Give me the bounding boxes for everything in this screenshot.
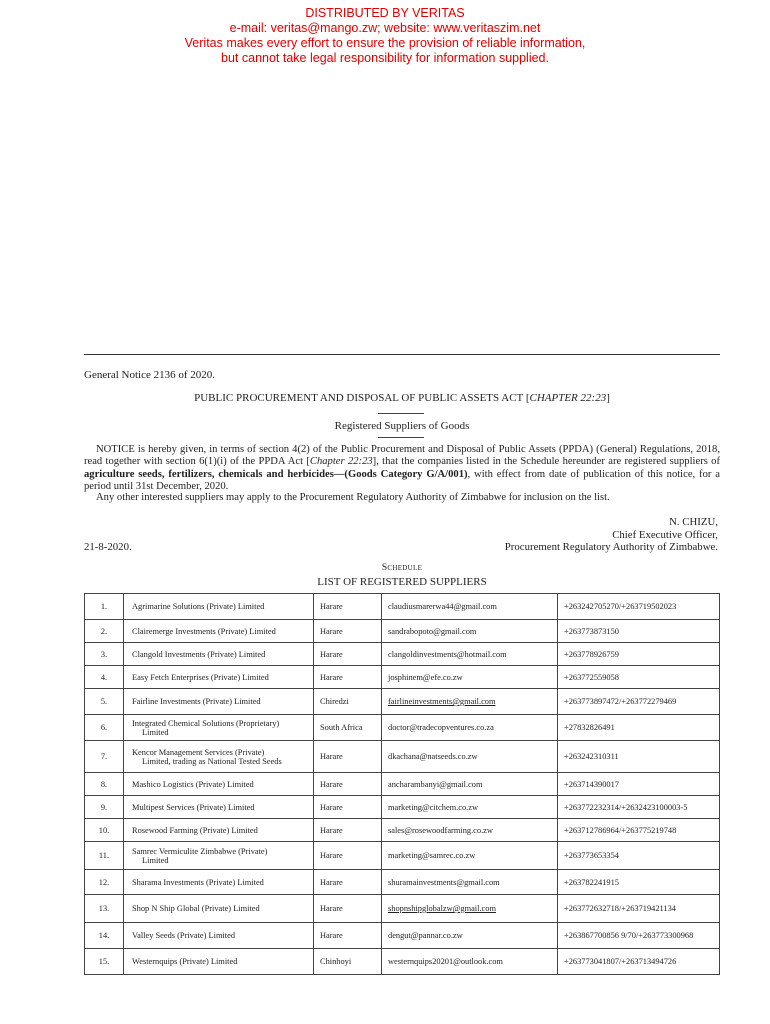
supplier-number: 8. [85, 773, 124, 796]
supplier-name-cont: Limited, trading as National Tested Seeds [142, 756, 282, 766]
supplier-row [85, 796, 720, 819]
supplier-row [85, 819, 720, 842]
supplier-number: 15. [85, 949, 124, 975]
supplier-city: Harare [314, 923, 382, 949]
supplier-name: Samrec Vermiculite Zimbabwe (Private) [132, 846, 268, 856]
supplier-number: 2. [85, 620, 124, 643]
supplier-name: Sharama Investments (Private) Limited [132, 877, 264, 887]
notice-subtitle: Registered Suppliers of Goods [334, 420, 470, 432]
supplier-email: claudiusmarerwa44@gmail.com [382, 594, 558, 620]
signatory-org: Procurement Regulatory Authority of Zimbabwe. [504, 541, 718, 554]
supplier-email: doctor@tradecopventures.co.za [382, 715, 558, 741]
supplier-name-cell [124, 773, 314, 796]
supplier-phone: +263773897472/+263772279469 [558, 689, 720, 715]
supplier-phone: +263778926759 [558, 643, 720, 666]
supplier-number: 7. [85, 741, 124, 773]
supplier-row [85, 842, 720, 870]
supplier-name: Shop N Ship Global (Private) Limited [132, 904, 260, 913]
supplier-phone: +263773873150 [558, 620, 720, 643]
supplier-name-cell [124, 923, 314, 949]
banner-line-4: but cannot take legal responsibility for information supplied. [221, 51, 549, 65]
supplier-name-cont: Limited [142, 855, 169, 865]
supplier-email: fairlineinvestments@gmail.com [382, 689, 558, 715]
signatory-name: N. CHIZU, [669, 516, 718, 528]
supplier-email: shopnshipglobalzw@gmail.com [382, 895, 558, 923]
supplier-city: Harare [314, 895, 382, 923]
supplier-name: Multipest Services (Private) Limited [132, 802, 255, 812]
supplier-city: Harare [314, 870, 382, 895]
supplier-city: Harare [314, 819, 382, 842]
supplier-row [85, 643, 720, 666]
supplier-email: sales@rosewoodfarming.co.zw [382, 819, 558, 842]
supplier-city: Harare [314, 741, 382, 773]
supplier-city: Harare [314, 620, 382, 643]
supplier-city: Harare [314, 594, 382, 620]
supplier-phone: +263242310311 [558, 741, 720, 773]
supplier-email: josphinem@efe.co.zw [382, 666, 558, 689]
supplier-name-cell [124, 819, 314, 842]
supplier-name: Integrated Chemical Solutions (Proprietary) [132, 718, 280, 728]
supplier-name: Kencor Management Services (Private) [132, 747, 265, 757]
supplier-city: Harare [314, 842, 382, 870]
supplier-name: Rosewood Farming (Private) Limited [132, 825, 258, 835]
notice-date: 21-8-2020. [84, 541, 132, 553]
supplier-name: Clairemerge Investments (Private) Limited [132, 626, 276, 636]
supplier-number: 4. [85, 666, 124, 689]
supplier-phone: +263772559058 [558, 666, 720, 689]
top-rule [84, 354, 720, 355]
supplier-row [85, 689, 720, 715]
supplier-number: 12. [85, 870, 124, 895]
supplier-name: Valley Seeds (Private) Limited [132, 931, 236, 940]
supplier-email: shuramainvestments@gmail.com [382, 870, 558, 895]
para1-b: ], that the companies listed in the Schedule hereunder are registered suppliers of [372, 456, 720, 468]
para1-a: NOTICE is hereby given, in terms of section 4(2) of the Public Procurement and Disposal of Public Assets (PPDA) (General) Regulations, 2018, read together with section 6(1)(i) of the PPDA Act [ [84, 444, 720, 468]
supplier-name-cont: Limited [142, 727, 169, 737]
supplier-name: Westernquips (Private) Limited [132, 957, 238, 966]
supplier-number: 6. [85, 715, 124, 741]
supplier-row [85, 594, 720, 620]
supplier-name: Mashico Logistics (Private) Limited [132, 779, 254, 789]
supplier-name-cell [124, 796, 314, 819]
supplier-name: Agrimarine Solutions (Private) Limited [132, 602, 265, 611]
list-title: LIST OF REGISTERED SUPPLIERS [317, 576, 487, 588]
schedule-label: Schedule [381, 563, 423, 573]
supplier-phone: +263773653354 [558, 842, 720, 870]
short-rule-1 [378, 413, 424, 414]
supplier-phone: +27832826491 [558, 715, 720, 741]
supplier-city: Harare [314, 796, 382, 819]
supplier-name-cell [124, 895, 314, 923]
suppliers-table [84, 593, 720, 975]
supplier-phone: +263242705270/+263719502023 [558, 594, 720, 620]
supplier-number: 11. [85, 842, 124, 870]
supplier-number: 5. [85, 689, 124, 715]
supplier-email: dkachana@natseeds.co.zw [382, 741, 558, 773]
application-paragraph: Any other interested suppliers may apply to the Procurement Regulatory Authority of Zimbabwe for inclusion on the list. [96, 492, 610, 503]
supplier-city: Harare [314, 643, 382, 666]
short-rule-2 [378, 437, 424, 438]
supplier-row [85, 666, 720, 689]
veritas-banner [0, 6, 770, 66]
supplier-email: sandrabopoto@gmail.com [382, 620, 558, 643]
supplier-row [85, 923, 720, 949]
act-title [84, 392, 720, 404]
supplier-email: marketing@citchem.co.zw [382, 796, 558, 819]
notice-paragraph [84, 444, 720, 494]
supplier-name: Clangold Investments (Private) Limited [132, 649, 266, 659]
suppliers-table-body [85, 594, 720, 975]
act-suffix: ] [606, 392, 610, 404]
supplier-number: 3. [85, 643, 124, 666]
supplier-name: Fairline Investments (Private) Limited [132, 697, 261, 706]
signature-block [505, 516, 718, 554]
supplier-phone: +263782241915 [558, 870, 720, 895]
supplier-number: 1. [85, 594, 124, 620]
supplier-city: Harare [314, 773, 382, 796]
act-prefix: PUBLIC PROCUREMENT AND DISPOSAL OF PUBLIC ASSETS ACT [ [194, 392, 530, 404]
supplier-phone: +263772232314/+2632423100003-5 [558, 796, 720, 819]
supplier-name-cell [124, 666, 314, 689]
supplier-phone: +263712786964/+263775219748 [558, 819, 720, 842]
notice-number: General Notice 2136 of 2020. [84, 369, 216, 381]
para1-chapter: Chapter 22:23 [309, 456, 373, 468]
supplier-city: Chinhoyi [314, 949, 382, 975]
supplier-phone: +263714390017 [558, 773, 720, 796]
supplier-number: 13. [85, 895, 124, 923]
supplier-email: westernquips20201@outlook.com [382, 949, 558, 975]
supplier-number: 14. [85, 923, 124, 949]
signatory-title: Chief Executive Officer, [612, 528, 718, 541]
supplier-name-cell [124, 594, 314, 620]
supplier-name-cell [124, 741, 314, 773]
supplier-email: clangoldinvestments@hotmail.com [382, 643, 558, 666]
supplier-name-cell [124, 620, 314, 643]
supplier-phone: +263867700856 9/70/+263773300968 [558, 923, 720, 949]
supplier-city: Chiredzi [314, 689, 382, 715]
banner-line-2: e-mail: veritas@mango.zw; website: www.veritaszim.net [229, 21, 541, 35]
supplier-name-cell [124, 689, 314, 715]
supplier-name-cell [124, 842, 314, 870]
supplier-name-cell [124, 643, 314, 666]
supplier-city: South Africa [314, 715, 382, 741]
supplier-phone: +263773041807/+263713494726 [558, 949, 720, 975]
supplier-row [85, 895, 720, 923]
act-chapter: CHAPTER 22:23 [529, 392, 607, 404]
supplier-number: 10. [85, 819, 124, 842]
supplier-row [85, 741, 720, 773]
supplier-email: dengut@pannar.co.zw [382, 923, 558, 949]
supplier-name-cell [124, 715, 314, 741]
supplier-row [85, 949, 720, 975]
banner-line-1: DISTRIBUTED BY VERITAS [305, 6, 465, 20]
supplier-number: 9. [85, 796, 124, 819]
supplier-phone: +263772632718/+263719421134 [558, 895, 720, 923]
supplier-email: ancharambanyi@gmail.com [382, 773, 558, 796]
supplier-name-cell [124, 949, 314, 975]
supplier-row [85, 715, 720, 741]
supplier-email: marketing@samrec.co.zw [382, 842, 558, 870]
supplier-name: Easy Fetch Enterprises (Private) Limited [132, 672, 269, 682]
supplier-city: Harare [314, 666, 382, 689]
supplier-name-cell [124, 870, 314, 895]
supplier-row [85, 620, 720, 643]
goods-category: agriculture seeds, fertilizers, chemicals and herbicides—(Goods Category G/A/001) [84, 468, 468, 480]
banner-line-3: Veritas makes every effort to ensure the provision of reliable information, [184, 36, 586, 50]
supplier-row [85, 870, 720, 895]
supplier-row [85, 773, 720, 796]
para1-c: , with effect from date of publication of this notice, for a period until 31st December, 2020. [84, 468, 720, 493]
